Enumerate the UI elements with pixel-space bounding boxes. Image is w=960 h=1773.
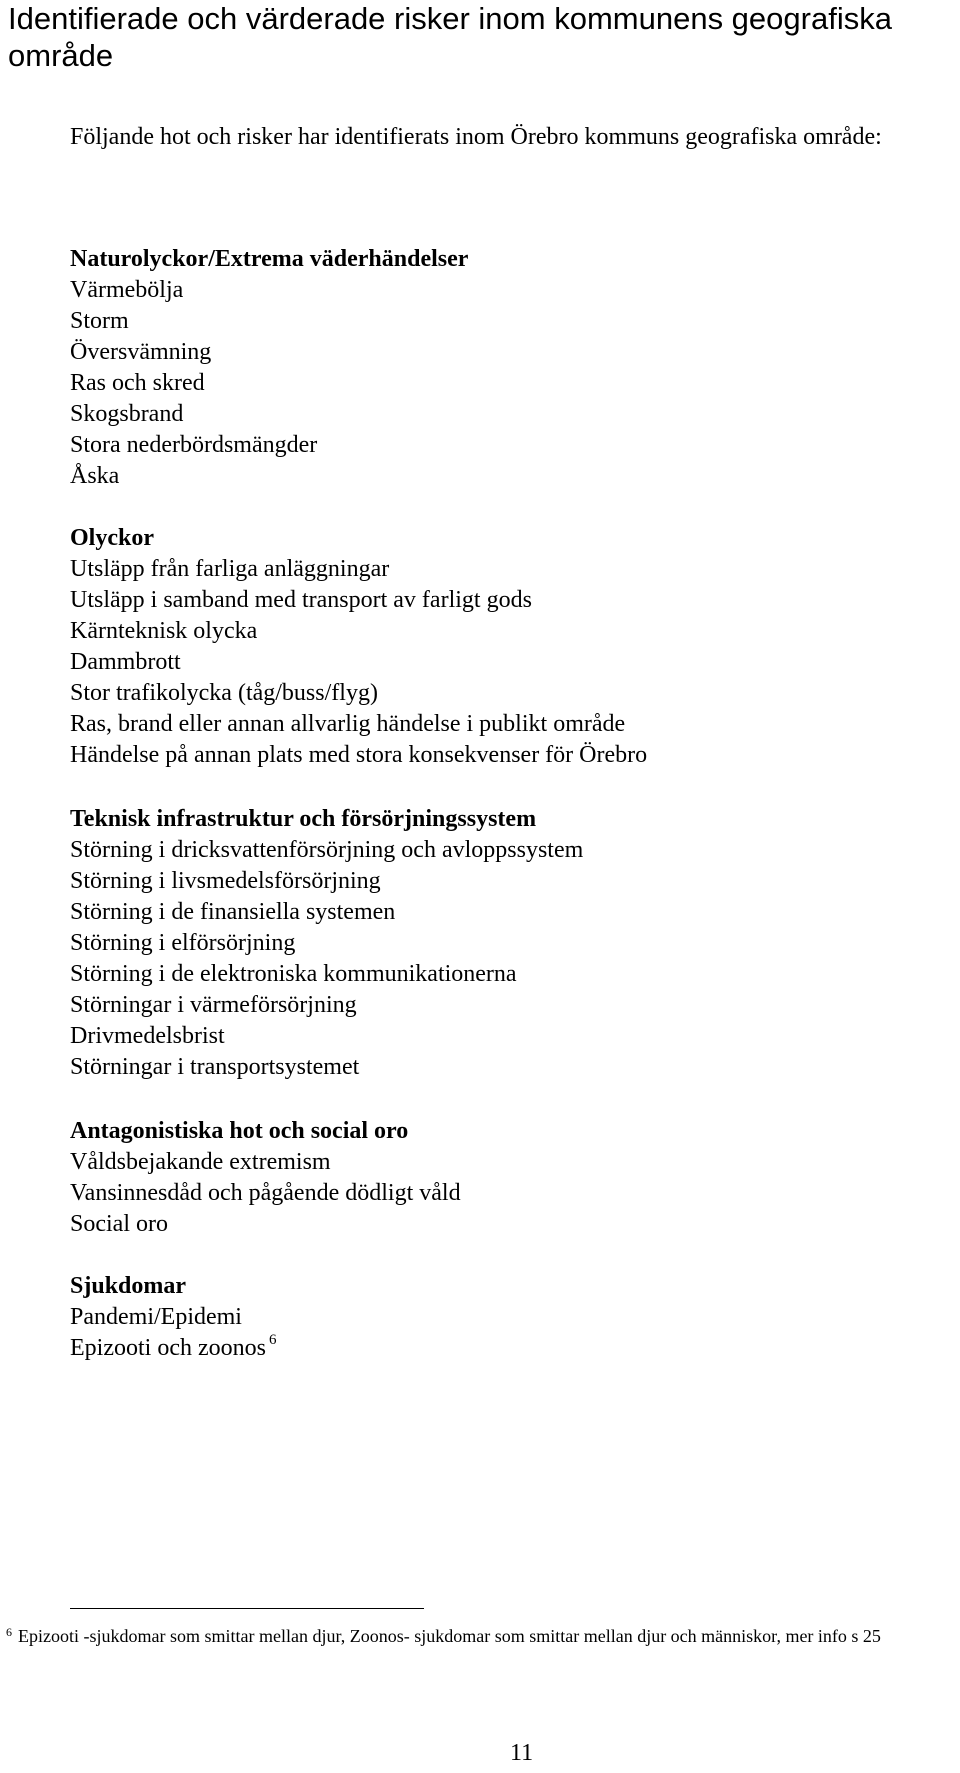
list-item: Störningar i värmeförsörjning xyxy=(70,992,357,1018)
intro-paragraph: Följande hot och risker har identifierats inom Örebro kommuns geografiska område: xyxy=(70,124,882,150)
footnote xyxy=(6,1623,956,1649)
page-number: 11 xyxy=(510,1740,534,1766)
footnote-reference: 6 xyxy=(268,1332,277,1348)
section-naturolyckor xyxy=(70,244,930,492)
list-item: Störning i de elektroniska kommunikationerna xyxy=(70,961,517,987)
footnote-separator xyxy=(70,1608,424,1609)
list-item: Störning i livsmedelsförsörjning xyxy=(70,868,381,894)
list-item: Dammbrott xyxy=(70,649,181,675)
list-item: Kärnteknisk olycka xyxy=(70,618,258,644)
section-olyckor xyxy=(70,523,930,771)
section-antagonistiska-hot xyxy=(70,1116,930,1240)
list-item: Storm xyxy=(70,308,129,334)
list-item: Våldsbejakande extremism xyxy=(70,1149,331,1175)
section-heading: Teknisk infrastruktur och försörjningssystem xyxy=(70,806,537,832)
list-item: Översvämning xyxy=(70,339,212,365)
section-heading: Sjukdomar xyxy=(70,1273,187,1299)
section-teknisk-infrastruktur xyxy=(70,804,930,1083)
list-item: Värmebölja xyxy=(70,277,184,303)
list-item: Åska xyxy=(70,463,120,489)
section-heading: Antagonistiska hot och social oro xyxy=(70,1118,409,1144)
list-item: Händelse på annan plats med stora konsekvenser för Örebro xyxy=(70,742,648,768)
section-heading: Olyckor xyxy=(70,525,154,551)
list-item: Skogsbrand xyxy=(70,401,184,427)
list-item: Utsläpp från farliga anläggningar xyxy=(70,556,390,582)
list-item: Störning i de finansiella systemen xyxy=(70,899,396,925)
list-item: Social oro xyxy=(70,1211,168,1237)
list-item xyxy=(70,1333,930,1364)
list-item: Drivmedelsbrist xyxy=(70,1023,225,1049)
list-item: Störningar i transportsystemet xyxy=(70,1054,360,1080)
list-item: Utsläpp i samband med transport av farligt gods xyxy=(70,587,532,613)
list-item: Störning i dricksvattenförsörjning och avloppssystem xyxy=(70,837,584,863)
section-heading: Naturolyckor/Extrema väderhändelser xyxy=(70,246,469,272)
footnote-number: 6 xyxy=(6,1625,12,1639)
list-item: Pandemi/Epidemi xyxy=(70,1304,242,1330)
list-item: Ras och skred xyxy=(70,370,205,396)
footnote-text: Epizooti -sjukdomar som smittar mellan djur, Zoonos- sjukdomar som smittar mellan djur och människor, mer info s 25 xyxy=(18,1626,881,1646)
section-sjukdomar xyxy=(70,1271,930,1364)
page-title: Identifierade och värderade risker inom kommunens geografiska område xyxy=(8,1,892,73)
list-item: Stor trafikolycka (tåg/buss/flyg) xyxy=(70,680,378,706)
list-item: Vansinnesdåd och pågående dödligt våld xyxy=(70,1180,461,1206)
list-item: Störning i elförsörjning xyxy=(70,930,296,956)
list-item: Ras, brand eller annan allvarlig händelse i publikt område xyxy=(70,711,626,737)
list-item-text: Epizooti och zoonos xyxy=(70,1335,266,1361)
list-item: Stora nederbördsmängder xyxy=(70,432,318,458)
